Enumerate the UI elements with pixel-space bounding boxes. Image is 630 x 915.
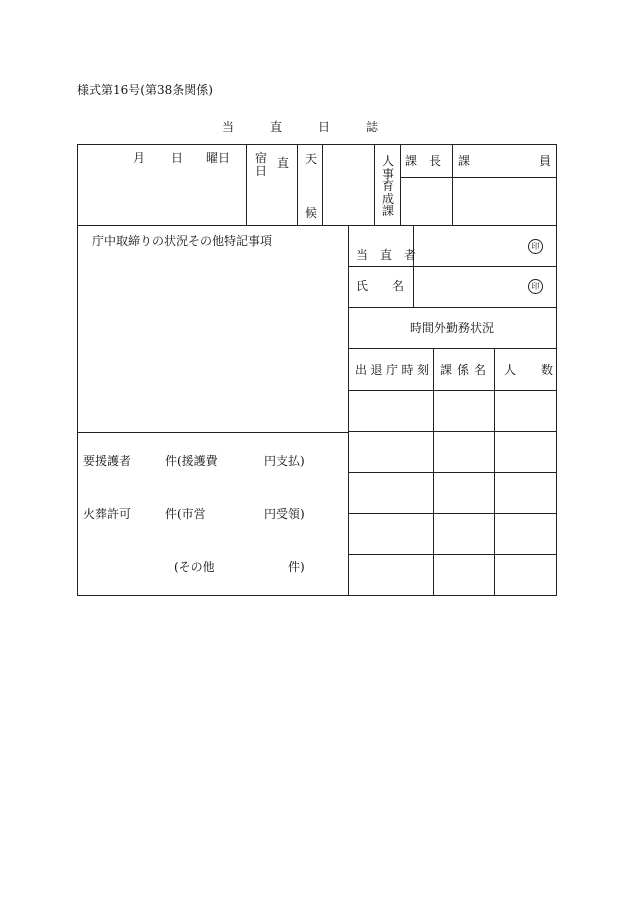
line-duty-bottom [348,266,557,267]
line-weather-start [322,144,323,225]
journal-form [77,144,557,596]
line-date-end [246,144,247,225]
line-grid-row4 [348,513,557,514]
date-weekday-label: 曜日 [206,151,231,165]
line-jinji-start [400,144,401,225]
line-notes-right [348,225,349,596]
yougo-amount-label: 円支払) [264,454,305,468]
line-kacho-end [452,144,453,225]
line-grid-row1 [348,390,557,391]
line-notes-bottom [77,432,349,433]
form-number: 様式第16号(第38条関係) [77,83,213,97]
border-top [77,144,557,145]
kaso-count-label: 件(市営 [165,507,206,521]
kaso-label: 火葬許可 [83,507,132,521]
special-notes-label: 庁中取締りの状況その他特記事項 [92,234,273,248]
kain-ka-label: 課 [458,154,471,168]
overtime-title: 時間外勤務状況 [410,321,495,335]
line-grid-row2 [348,431,557,432]
line-approval-split [400,177,557,178]
choku-label: 直 [277,156,290,170]
line-shukujitsu-end [297,144,298,225]
border-right [556,144,557,596]
col-section-header: 課係名 [440,363,492,377]
weather-ten-label: 天 [305,152,318,166]
name-label: 氏 名 [356,279,405,293]
weather-kou-label: 候 [305,206,318,220]
jinji-dept-label: 人 事 育 成 課 [381,154,394,219]
line-overtime-title-bottom [348,348,557,349]
col-count-header-2: 数 [541,363,554,377]
line-weather-end [374,144,375,225]
yougo-label: 要援護者 [83,454,132,468]
shukujitsu-label: 宿 日 [254,151,267,178]
kain-in-label: 員 [539,154,552,168]
line-grid-row3 [348,472,557,473]
col-count-header-1: 人 [504,363,517,377]
yougo-count-label: 件(援護費 [165,454,218,468]
date-day-label: 日 [171,151,184,165]
other-label: (その他 [174,560,215,574]
date-month-label: 月 [133,151,146,165]
duty-seal-mark: 印 [528,239,543,254]
other-count-label: 件) [288,560,305,574]
kaso-amount-label: 円受領) [264,507,305,521]
document-title: 当 直 日 誌 [222,120,379,134]
kacho-label: 課 長 [405,154,442,168]
col-time-header: 出 退 庁 時 刻 [355,363,429,377]
duty-person-label: 当 直 者 [356,248,417,262]
border-left [77,144,78,596]
line-name-bottom [348,307,557,308]
name-seal-mark: 印 [528,279,543,294]
border-bottom [77,595,557,596]
line-grid-row5 [348,554,557,555]
row1-bottom-line [77,225,557,226]
